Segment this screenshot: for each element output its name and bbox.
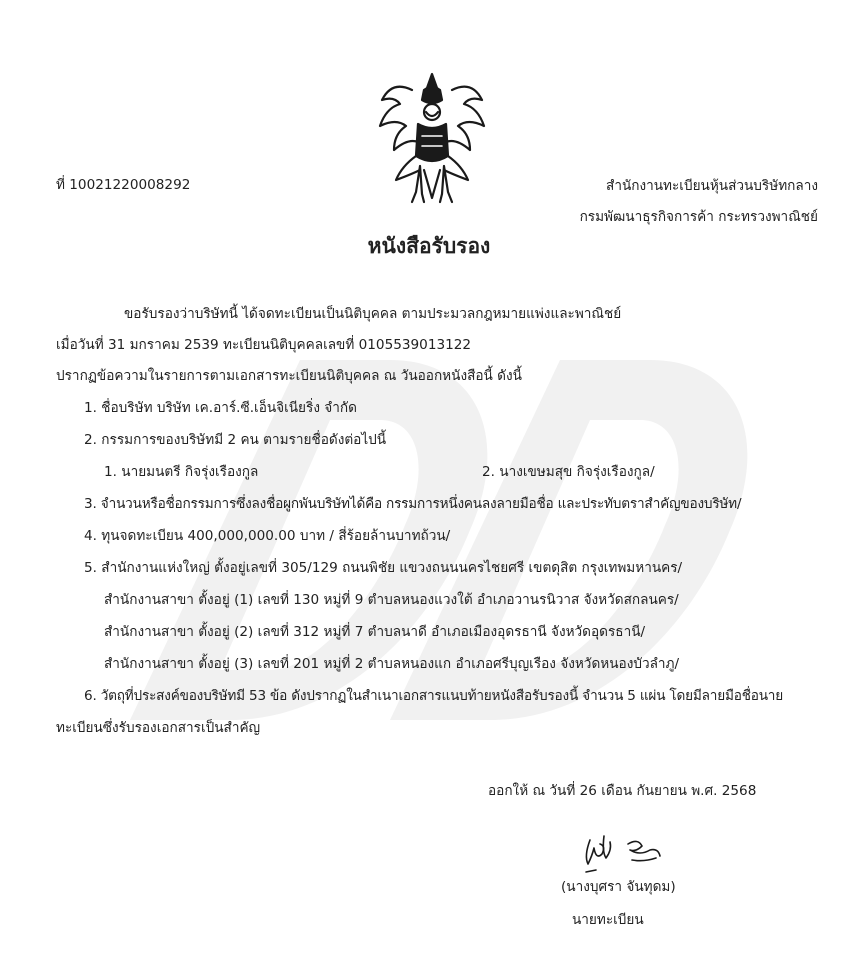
document-title: หนังสือรับรอง <box>367 234 491 258</box>
intro-line-1: ขอรับรองว่าบริษัทนี้ ได้จดทะเบียนเป็นนิติบุคคล ตามประมวลกฎหมายแพ่งและพาณิชย์ <box>124 306 622 322</box>
item-registered-capital: 4. ทุนจดทะเบียน 400,000,000.00 บาท / สี่ร้อยล้านบาทถ้วน/ <box>84 528 451 544</box>
item-company-name: 1. ชื่อบริษัท บริษัท เค.อาร์.ซี.เอ็นจิเนียริ่ง จำกัด <box>84 400 357 416</box>
branch-office-1: สำนักงานสาขา ตั้งอยู่ (1) เลขที่ 130 หมู่ที่ 9 ตำบลหนองแวงใต้ อำเภอวานรนิวาส จังหวัดสกลนคร/ <box>104 592 679 608</box>
garuda-emblem-icon <box>372 70 492 210</box>
item-head-office: 5. สำนักงานแห่งใหญ่ ตั้งอยู่เลขที่ 305/129 ถนนพิชัย แขวงถนนนครไชยศรี เขตดุสิต กรุงเทพมหานคร/ <box>84 560 683 576</box>
director-1: 1. นายมนตรี กิจรุ่งเรืองกูล <box>104 464 259 480</box>
signatory-name: (นางบุศรา จันทุดม) <box>561 879 676 895</box>
signatory-position: นายทะเบียน <box>572 912 644 928</box>
registrar-signature <box>560 826 680 878</box>
item-directors: 2. กรรมการของบริษัทมี 2 คน ตามรายชื่อดังต่อไปนี้ <box>84 432 387 448</box>
intro-line-3: ปรากฏข้อความในรายการตามเอกสารทะเบียนนิติบุคคล ณ วันออกหนังสือนี้ ดังนี้ <box>56 368 522 384</box>
issue-date: ออกให้ ณ วันที่ 26 เดือน กันยายน พ.ศ. 2568 <box>488 783 757 799</box>
office-name: สำนักงานทะเบียนหุ้นส่วนบริษัทกลาง <box>606 178 818 194</box>
item-objectives-line-1: 6. วัตถุที่ประสงค์ของบริษัทมี 53 ข้อ ดังปรากฏในสำเนาเอกสารแนบท้ายหนังสือรับรองนี้ จำนวน 5 แผ่น โดยมีลายมือชื่อนาย <box>84 688 783 704</box>
item-signing-authority: 3. จำนวนหรือชื่อกรรมการซึ่งลงชื่อผูกพันบริษัทได้คือ กรรมการหนึ่งคนลงลายมือชื่อ และประทับตราสำคัญของบริษัท/ <box>84 496 742 512</box>
item-objectives-line-2: ทะเบียนซึ่งรับรองเอกสารเป็นสำคัญ <box>56 720 261 736</box>
branch-office-2: สำนักงานสาขา ตั้งอยู่ (2) เลขที่ 312 หมู่ที่ 7 ตำบลนาดี อำเภอเมืองอุดรธานี จังหวัดอุดรธานี/ <box>104 624 646 640</box>
document-number: ที่ 10021220008292 <box>56 177 191 193</box>
branch-office-3: สำนักงานสาขา ตั้งอยู่ (3) เลขที่ 201 หมู่ที่ 2 ตำบลหนองแก อำเภอศรีบุญเรือง จังหวัดหนองบัวลำภู/ <box>104 656 680 672</box>
intro-line-2: เมื่อวันที่ 31 มกราคม 2539 ทะเบียนนิติบุคคลเลขที่ 0105539013122 <box>56 337 472 353</box>
department-name: กรมพัฒนาธุรกิจการค้า กระทรวงพาณิชย์ <box>579 209 818 225</box>
director-2: 2. นางเขษมสุข กิจรุ่งเรืองกูล/ <box>482 464 655 480</box>
